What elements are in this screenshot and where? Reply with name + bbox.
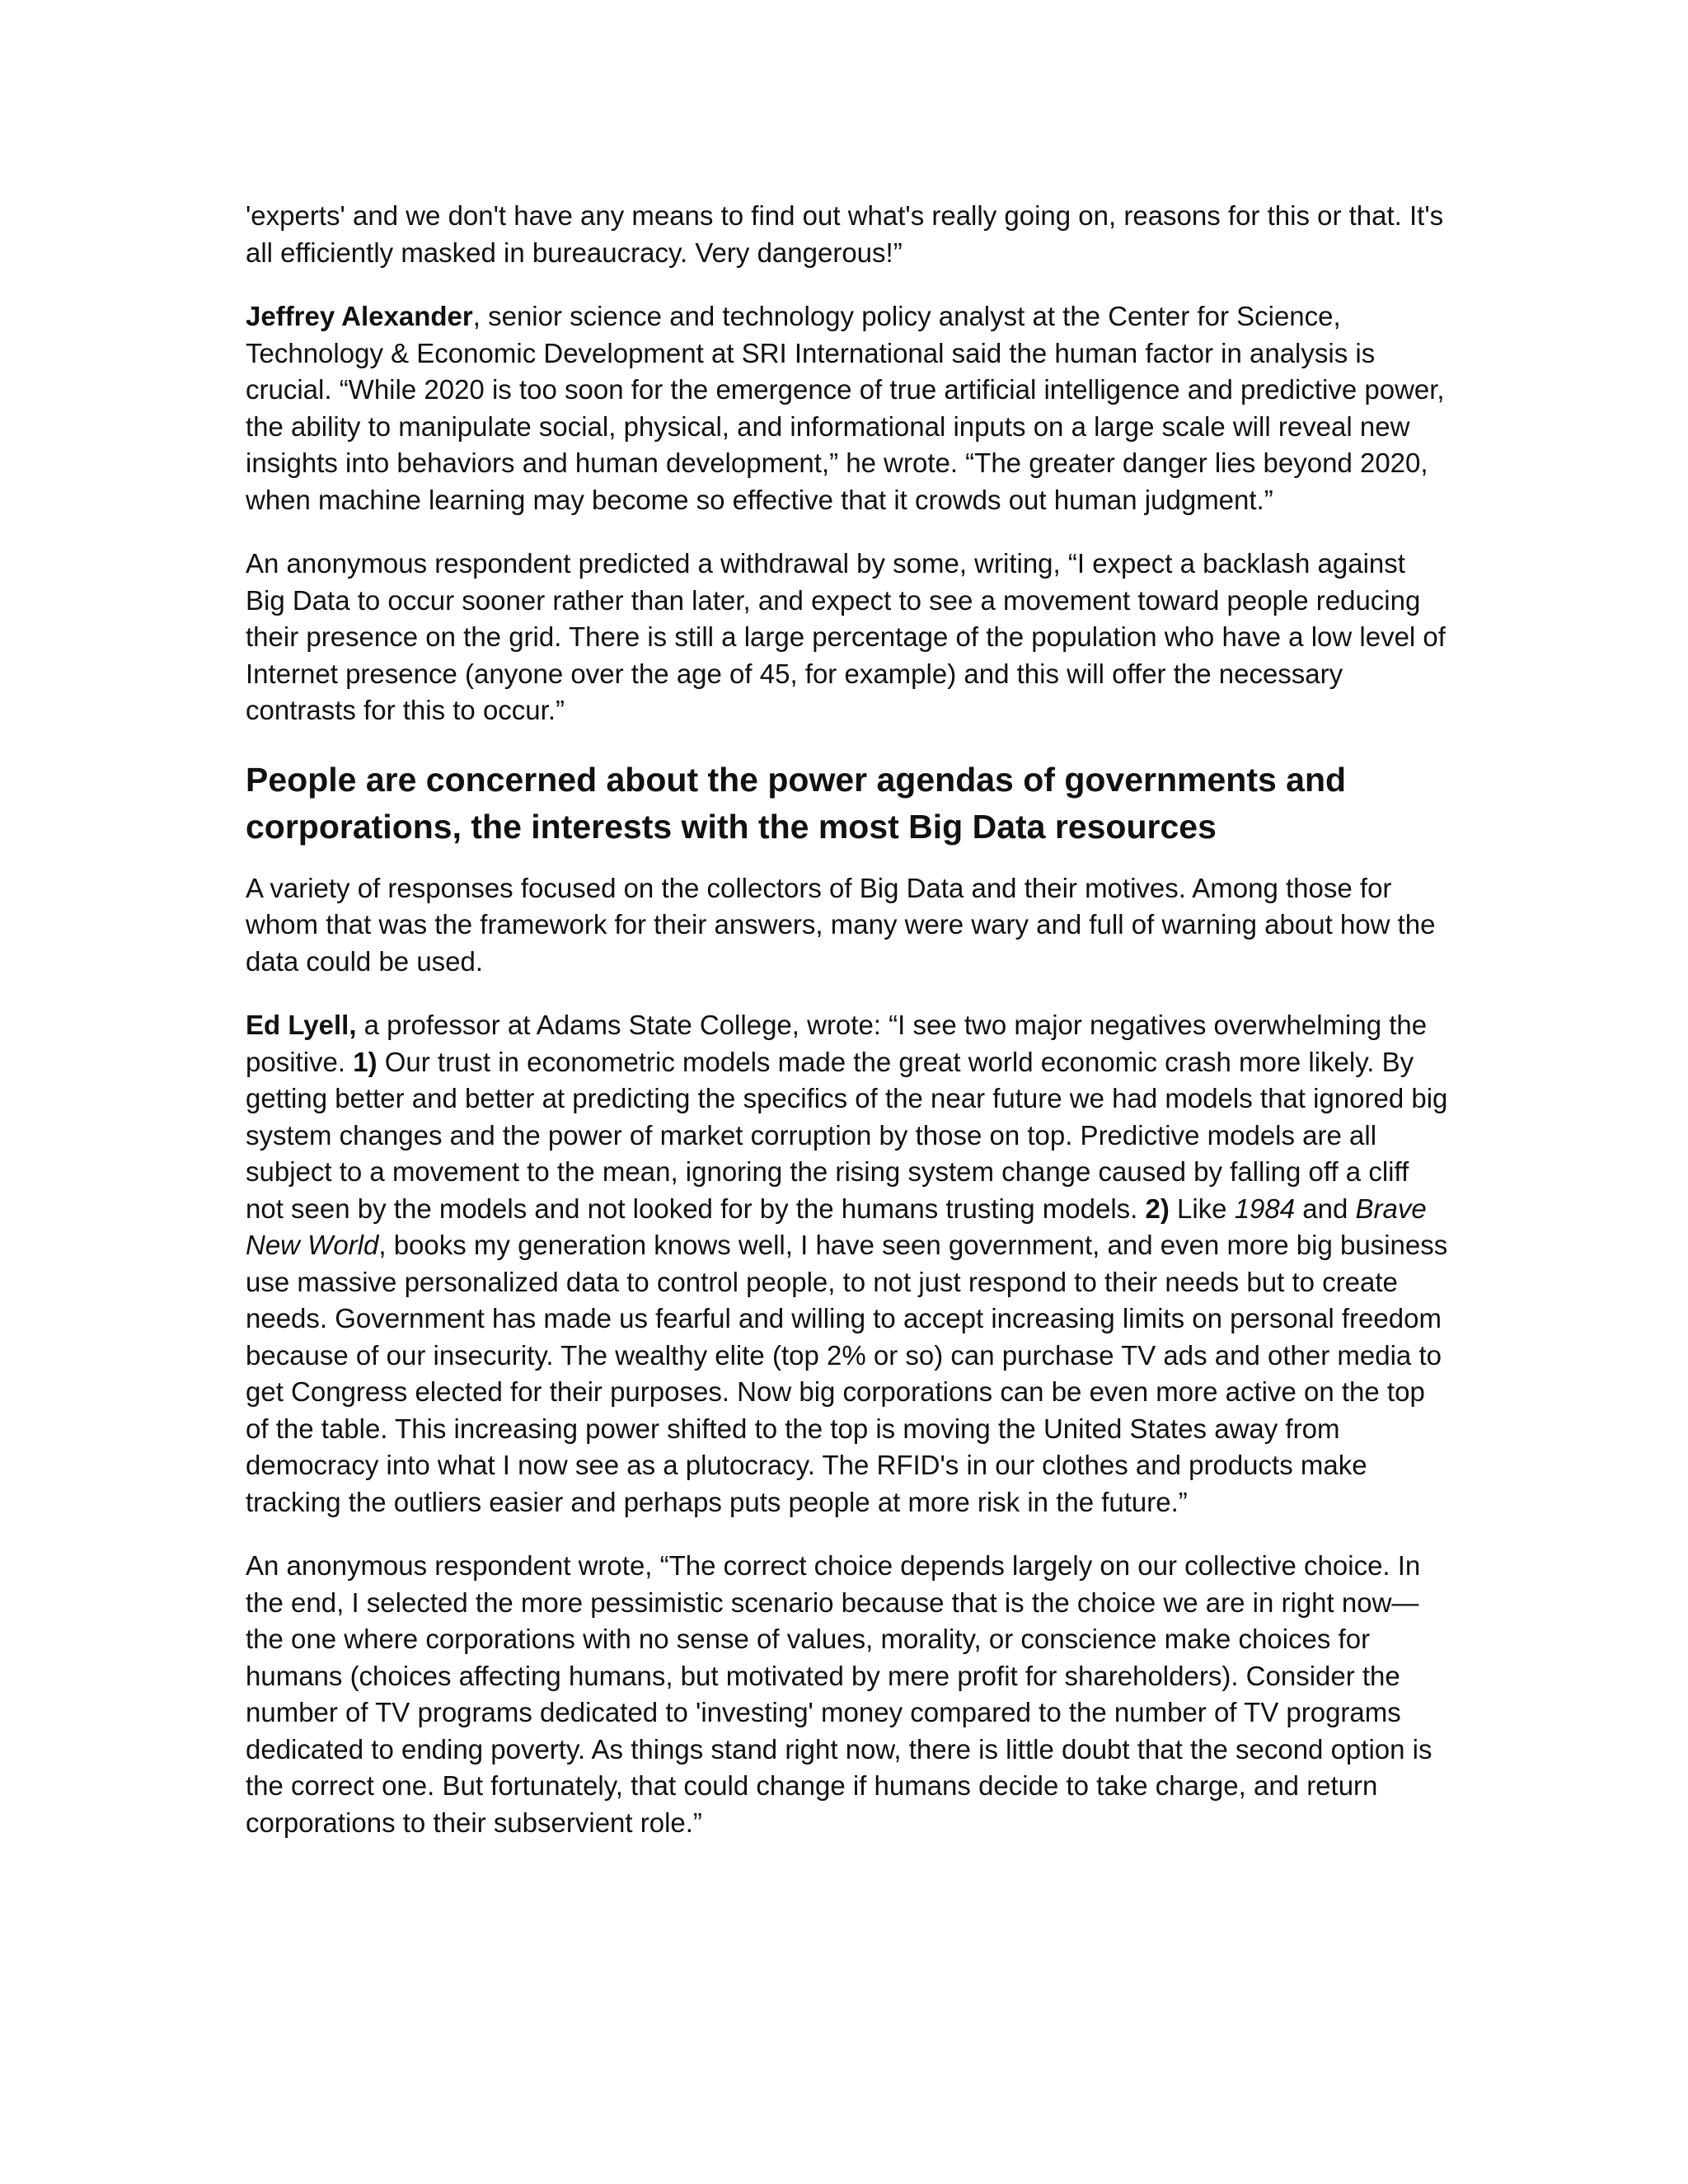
speaker-name: Jeffrey Alexander	[246, 301, 473, 331]
paragraph-anonymous-choice	[246, 1548, 1449, 1841]
section-heading: People are concerned about the power agendas of governments and corporations, the interests with the most Big Data resources	[246, 760, 1347, 846]
speaker-name: Ed Lyell,	[246, 1010, 357, 1040]
paragraph-text: and	[1295, 1193, 1356, 1224]
paragraph-text: An anonymous respondent wrote, “The correct choice depends largely on our collective choice. In the end, I selected the more pessimistic scenario because that is the choice we are in right now—the one where corporations with no sense of values, morality, or conscience make choices for humans (choices affecting humans, but motivated by mere profit for shareholders). Consider the number of TV programs dedicated to 'investing' money compared to the number of TV programs dedicated to ending poverty. As things stand right now, there is little doubt that the second option is the correct one. But fortunately, that could change if humans decide to take charge, and return corporations to their subservient role.”	[246, 1550, 1432, 1838]
paragraph-text: a professor at Adams State College, wrote: “I see two major negatives overwhelming the positive.	[246, 1010, 1428, 1077]
paragraph-text: Like	[1169, 1193, 1235, 1224]
paragraph-experts-quote	[246, 198, 1449, 271]
paragraph-collectors-intro	[246, 870, 1449, 981]
paragraph-anonymous-backlash	[246, 546, 1449, 729]
list-number: 1)	[353, 1046, 377, 1077]
document-page	[246, 198, 1449, 1868]
paragraph-text: 'experts' and we don't have any means to find out what's really going on, reasons for this or that. It's all efficiently masked in bureaucracy. Very dangerous!”	[246, 200, 1444, 268]
paragraph-text: , books my generation knows well, I have seen government, and even more big business use massive personalized data to control people, to not just respond to their needs but to create needs. Government has made us fearful and willing to accept increasing limits on personal freedom because of our insecurity. The wealthy elite (top 2% or so) can purchase TV ads and other media to get Congress elected for their purposes. Now big corporations can be even more active on the top of the table. This increasing power shifted to the top is moving the United States away from democracy into what I now see as a plutocracy. The RFID's in our clothes and products make tracking the outliers easier and perhaps puts people at more risk in the future.”	[246, 1230, 1448, 1517]
paragraph-ed-lyell	[246, 1007, 1449, 1521]
paragraph-text: An anonymous respondent predicted a withdrawal by some, writing, “I expect a backlash against Big Data to occur sooner rather than later, and expect to see a movement toward people reducing their presence on the grid. There is still a large percentage of the population who have a low level of Internet presence (anyone over the age of 45, for example) and this will offer the necessary contrasts for this to occur.”	[246, 548, 1446, 725]
paragraph-text: Our trust in econometric models made the great world economic crash more likely. By getting better and better at predicting the specifics of the near future we had models that ignored big system changes and the power of market corruption by those on top. Predictive models are all subject to a movement to the mean, ignoring the rising system change caused by falling off a cliff not seen by the models and not looked for by the humans trusting models.	[246, 1046, 1448, 1224]
paragraph-text: A variety of responses focused on the collectors of Big Data and their motives. Among those for whom that was the framework for their answers, many were wary and full of warning about how the data could be used.	[246, 872, 1436, 977]
list-number: 2)	[1145, 1193, 1170, 1224]
paragraph-text: , senior science and technology policy analyst at the Center for Science, Technology & Economic Development at SRI International said the human factor in analysis is crucial. “While 2020 is too soon for the emergence of true artificial intelligence and predictive power, the ability to manipulate social, physical, and informational inputs on a large scale will reveal new insights into behaviors and human development,” he wrote. “The greater danger lies beyond 2020, when machine learning may become so effective that it crowds out human judgment.”	[246, 301, 1445, 515]
book-title: 1984	[1234, 1193, 1296, 1224]
book-title: Brave New World	[246, 1193, 1427, 1260]
paragraph-jeffrey-alexander	[246, 298, 1449, 518]
